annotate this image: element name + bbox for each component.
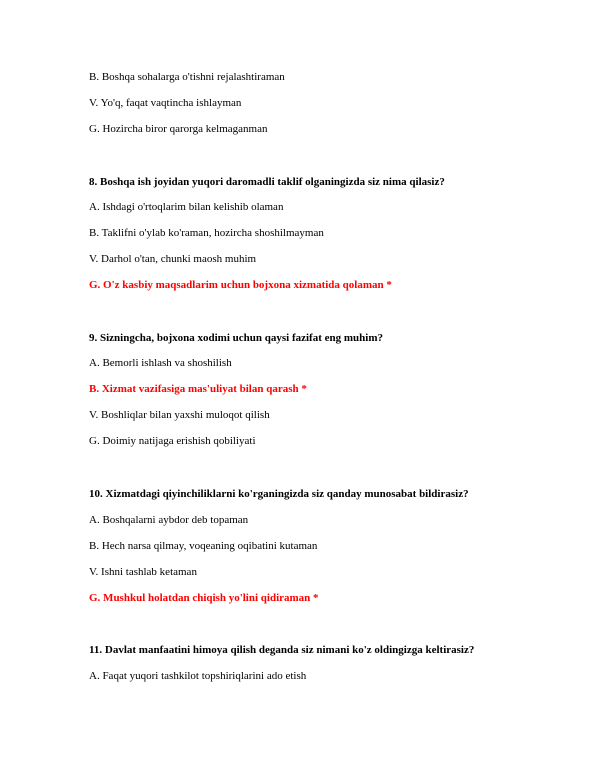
prev-option-b: B. Boshqa sohalarga o'tishni rejalashtiraman [89, 71, 285, 83]
q10-option-a: A. Boshqalarni aybdor deb topaman [89, 514, 249, 526]
q8-option-g-correct: G. O'z kasbiy maqsadlarim uchun bojxona xizmatida qolaman * [89, 279, 392, 291]
q8-option-b: B. Taklifni o'ylab ko'raman, hozircha shoshilmayman [89, 227, 324, 239]
q8-option-a: A. Ishdagi o'rtoqlarim bilan kelishib olaman [89, 201, 284, 213]
q9-option-g: G. Doimiy natijaga erishish qobiliyati [89, 435, 256, 447]
q10-option-v: V. Ishni tashlab ketaman [89, 566, 197, 578]
question-11: 11. Davlat manfaatini himoya qilish deganda siz nimani ko'z oldingizga keltirasiz? [89, 644, 475, 656]
q9-option-a: A. Bemorli ishlash va shoshilish [89, 357, 232, 369]
question-8: 8. Boshqa ish joyidan yuqori daromadli taklif olganingizda siz nima qilasiz? [89, 176, 445, 188]
q10-option-g-correct: G. Mushkul holatdan chiqish yo'lini qidiraman * [89, 592, 319, 604]
question-9: 9. Sizningcha, bojxona xodimi uchun qaysi fazifat eng muhim? [89, 332, 383, 344]
q9-option-v: V. Boshliqlar bilan yaxshi muloqot qilish [89, 409, 270, 421]
q10-option-b: B. Hech narsa qilmay, voqeaning oqibatini kutaman [89, 540, 318, 552]
question-10: 10. Xizmatdagi qiyinchiliklarni ko'rganingizda siz qanday munosabat bildirasiz? [89, 488, 469, 500]
q11-option-a: A. Faqat yuqori tashkilot topshiriqlarini ado etish [89, 670, 307, 682]
q8-option-v: V. Darhol o'tan, chunki maosh muhim [89, 253, 257, 265]
q9-option-b-correct: B. Xizmat vazifasiga mas'uliyat bilan qarash * [89, 383, 307, 395]
prev-option-v: V. Yo'q, faqat vaqtincha ishlayman [89, 97, 242, 109]
prev-option-g: G. Hozircha biror qarorga kelmaganman [89, 123, 268, 135]
